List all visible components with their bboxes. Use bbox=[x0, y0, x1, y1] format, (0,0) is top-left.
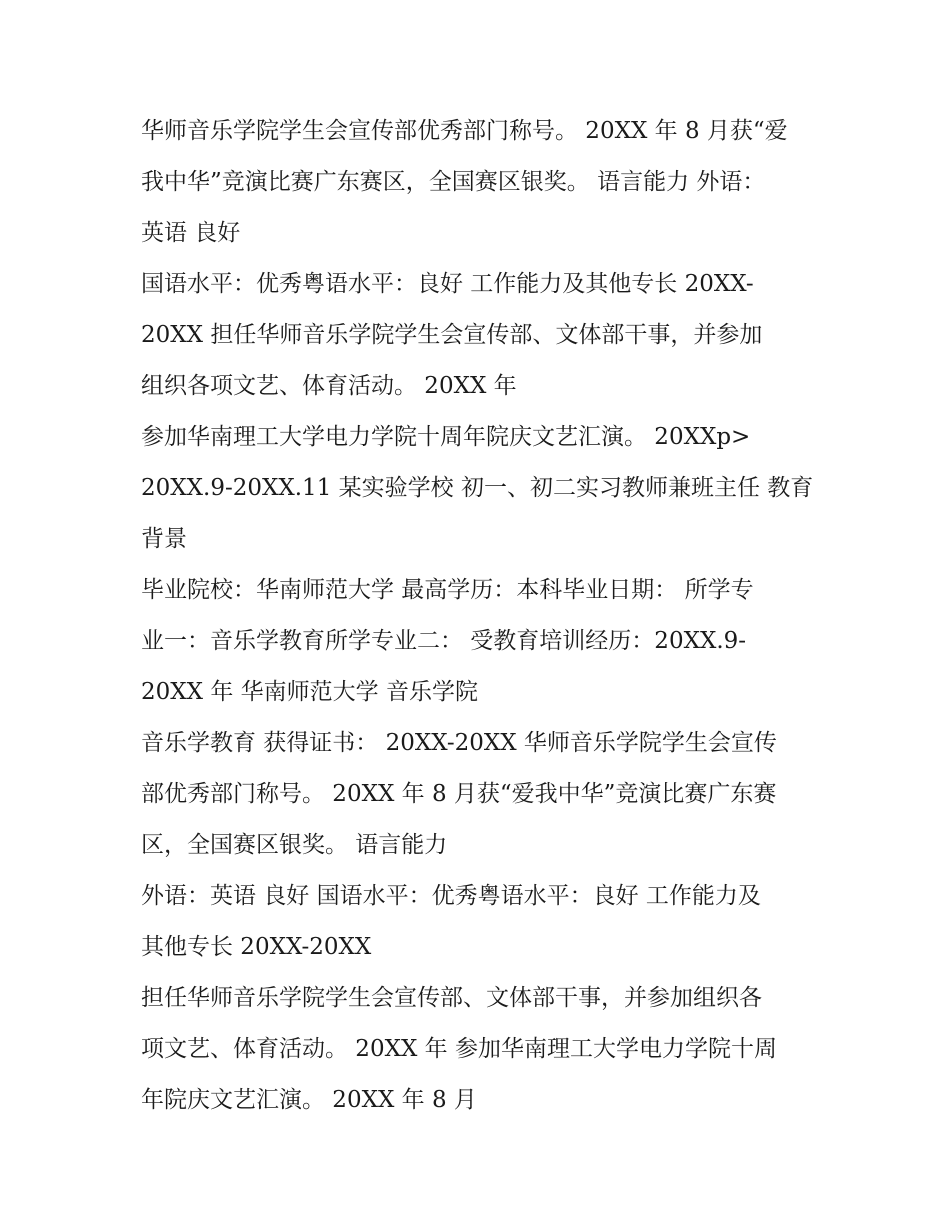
text-line: 毕业院校：华南师范大学 最高学历：本科毕业日期： 所学专 bbox=[141, 577, 754, 603]
text-line: 年院庆文艺汇演。 20XX 年 8 月 bbox=[141, 1087, 477, 1113]
text-line: 音乐学教育 获得证书： 20XX-20XX 华师音乐学院学生会宣传 bbox=[141, 730, 777, 756]
text-line: 20XX.9-20XX.11 某实验学校 初一、初二实习教师兼班主任 教育 bbox=[141, 475, 814, 501]
text-line: 参加华南理工大学电力学院十周年院庆文艺汇演。 20XXp> bbox=[141, 424, 751, 450]
text-line: 组织各项文艺、体育活动。 20XX 年 bbox=[141, 373, 517, 399]
text-line: 我中华”竞演比赛广东赛区，全国赛区银奖。 语言能力 外语： bbox=[141, 169, 766, 195]
text-line: 国语水平：优秀粤语水平：良好 工作能力及其他专长 20XX- bbox=[141, 271, 754, 297]
text-line: 项文艺、体育活动。 20XX 年 参加华南理工大学电力学院十周 bbox=[141, 1036, 777, 1062]
body-text bbox=[141, 106, 821, 1126]
text-line: 20XX 担任华师音乐学院学生会宣传部、文体部干事，并参加 bbox=[141, 322, 763, 348]
text-line: 外语：英语 良好 国语水平：优秀粤语水平：良好 工作能力及 bbox=[141, 883, 761, 909]
text-line: 业一：音乐学教育所学专业二： 受教育培训经历：20XX.9- bbox=[141, 628, 747, 654]
text-line: 华师音乐学院学生会宣传部优秀部门称号。 20XX 年 8 月获“爱 bbox=[141, 118, 788, 144]
text-line: 担任华师音乐学院学生会宣传部、文体部干事，并参加组织各 bbox=[141, 985, 762, 1011]
text-line: 区，全国赛区银奖。 语言能力 bbox=[141, 832, 448, 858]
text-line: 部优秀部门称号。 20XX 年 8 月获“爱我中华”竞演比赛广东赛 bbox=[141, 781, 777, 807]
text-line: 背景 bbox=[141, 526, 187, 552]
text-line: 20XX 年 华南师范大学 音乐学院 bbox=[141, 679, 478, 705]
text-line: 英语 良好 bbox=[141, 220, 241, 246]
text-line: 其他专长 20XX-20XX bbox=[141, 934, 372, 960]
